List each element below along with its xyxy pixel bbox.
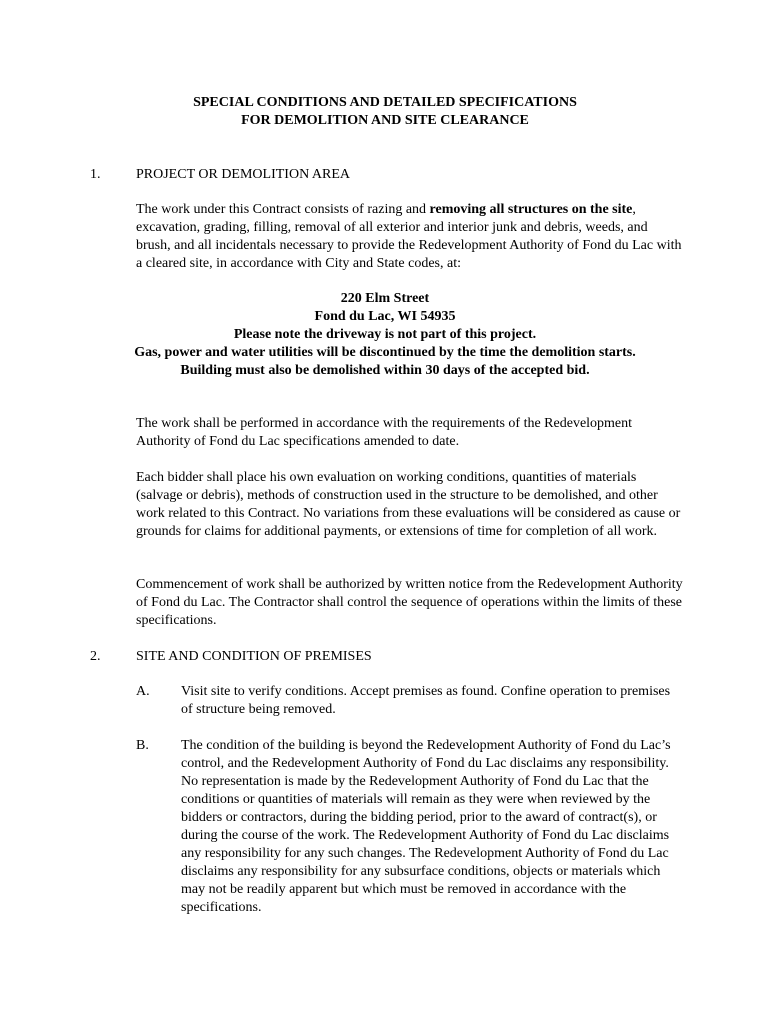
document-title-line-2: FOR DEMOLITION AND SITE CLEARANCE <box>241 113 529 128</box>
section-1-paragraph-4: Commencement of work shall be authorized by written notice from the Redevelopment Authority of Fond du Lac. The Contractor shall control the sequence of operations within the limits of these specifications. <box>136 577 683 628</box>
document-title-line-1: SPECIAL CONDITIONS AND DETAILED SPECIFICATIONS <box>193 95 577 110</box>
site-address-block <box>0 290 770 380</box>
item-a-letter: A. <box>136 684 150 699</box>
section-1-number: 1. <box>90 167 101 182</box>
driveway-note: Please note the driveway is not part of this project. <box>233 327 537 342</box>
section-1-paragraph-3: Each bidder shall place his own evaluation on working conditions, quantities of materials (salvage or debris), methods of construction used in the structure to be demolished, and other work related to this Contract. No variations from these evaluations will be considered as cause or grounds for claims for additional payments, or extensions of time for completion of all work. <box>136 470 681 539</box>
section-1-intro-paragraph <box>136 201 684 273</box>
section-1-heading: PROJECT OR DEMOLITION AREA <box>136 167 351 182</box>
item-a-text: Visit site to verify conditions. Accept premises as found. Confine operation to premises of structure being removed. <box>181 684 671 717</box>
utilities-note: Gas, power and water utilities will be discontinued by the time the demolition starts. <box>134 345 636 360</box>
intro-text-end: , excavation, grading, filling, removal of all exterior and interior junk and debris, weeds, and brush, and all incidentals necessary to provide the Redevelopment Authority of Fond du Lac with a cleared site, in accordance with City and State codes, at: <box>136 202 682 271</box>
demolition-deadline-note: Building must also be demolished within 30 days of the accepted bid. <box>180 363 590 378</box>
address-street: 220 Elm Street <box>340 291 430 306</box>
item-b-letter: B. <box>136 738 149 753</box>
section-1-paragraph-2: The work shall be performed in accordance with the requirements of the Redevelopment Authority of Fond du Lac specifications amended to date. <box>136 416 633 449</box>
item-b-text: The condition of the building is beyond the Redevelopment Authority of Fond du Lac’s control, and the Redevelopment Authority of Fond du Lac disclaims any responsibility. No representation is made by the Redevelopment Authority of Fond du Lac that the conditions or quantities of materials will remain as they were when reviewed by the bidders or contractors, during the bidding period, prior to the award of contract(s), or during the course of the work. The Redevelopment Authority of Fond du Lac disclaims any responsibility for any such changes. The Redevelopment Authority of Fond du Lac disclaims any responsibility for any subsurface conditions, objects or materials which may not be readily apparent but which must be removed in accordance with the specifications. <box>181 738 671 915</box>
section-2-heading: SITE AND CONDITION OF PREMISES <box>136 649 372 664</box>
section-2-number: 2. <box>90 649 101 664</box>
intro-text-bold: removing all structures on the site <box>429 202 633 217</box>
address-city: Fond du Lac, WI 54935 <box>314 309 456 324</box>
intro-text-start: The work under this Contract consists of razing and <box>136 202 430 217</box>
